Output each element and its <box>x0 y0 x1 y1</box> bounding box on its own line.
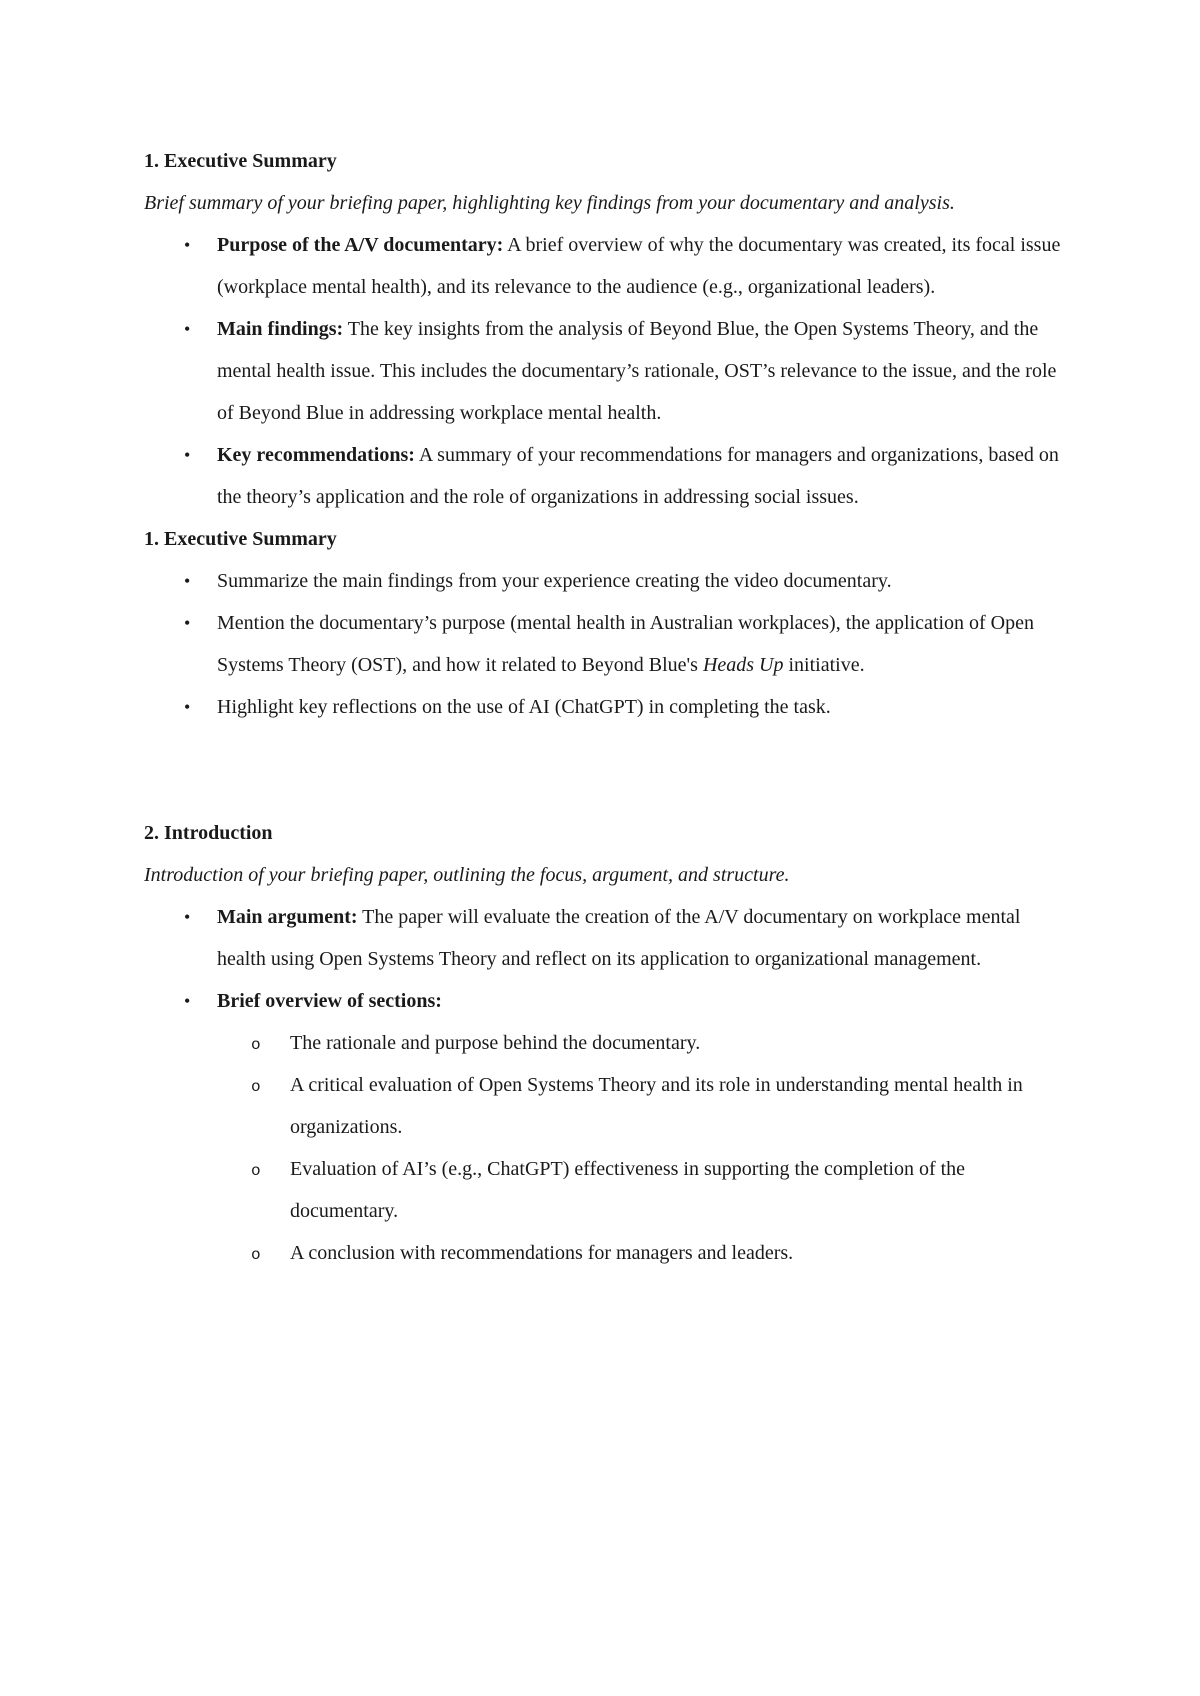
item-text: A brief overview of why the documentary was created, its focal issue (workplace mental health), and its relevance to the audience (e.g., organizational leaders). <box>217 234 1061 298</box>
list-item <box>144 602 1064 686</box>
sub-item-text: Evaluation of AI’s (e.g., ChatGPT) effectiveness in supporting the completion of the documentary. <box>290 1158 966 1222</box>
sub-item-text: A conclusion with recommendations for managers and leaders. <box>290 1242 794 1264</box>
item-text: Summarize the main findings from your experience creating the video documentary. <box>217 570 892 592</box>
circle-bullet-icon: o <box>251 1036 261 1054</box>
item-text: The key insights from the analysis of Beyond Blue, the Open Systems Theory, and the mental health issue. This includes the documentary’s rationale, OST’s relevance to the issue, and the role of Beyond Blue in addressing workplace mental health. <box>217 318 1057 424</box>
section-heading-introduction: 2. Introduction <box>144 822 273 844</box>
item-text: The paper will evaluate the creation of the A/V documentary on workplace mental health using Open Systems Theory and reflect on its application to organizational management. <box>217 906 1021 970</box>
list-item <box>144 308 1064 434</box>
list-item <box>144 980 1064 1274</box>
bullet-icon: • <box>184 697 191 717</box>
bullet-list <box>144 560 1064 728</box>
item-label: Key recommendations: <box>217 444 415 466</box>
list-item <box>144 434 1064 518</box>
sub-list <box>144 1022 1064 1274</box>
list-item <box>144 560 1064 602</box>
item-text: initiative. <box>783 654 865 676</box>
section-intro: Brief summary of your briefing paper, highlighting key findings from your documentary and analysis. <box>144 192 955 214</box>
bullet-icon: • <box>184 319 191 339</box>
bullet-icon: • <box>184 445 191 465</box>
item-text: A summary of your recommendations for managers and organizations, based on the theory’s application and the role of organizations in addressing social issues. <box>217 444 1059 508</box>
item-label: Purpose of the A/V documentary: <box>217 234 504 256</box>
section-heading-executive-summary: 1. Executive Summary <box>144 150 337 172</box>
circle-bullet-icon: o <box>251 1246 261 1264</box>
circle-bullet-icon: o <box>251 1162 261 1180</box>
bullet-icon: • <box>184 991 191 1011</box>
item-label: Main argument: <box>217 906 358 928</box>
item-label: Brief overview of sections: <box>217 990 442 1012</box>
bullet-icon: • <box>184 613 191 633</box>
bullet-icon: • <box>184 571 191 591</box>
section-heading-executive-summary-2: 1. Executive Summary <box>144 528 337 550</box>
sub-list-item <box>144 1232 1064 1274</box>
item-text: Highlight key reflections on the use of AI (ChatGPT) in completing the task. <box>217 696 831 718</box>
bullet-list <box>144 224 1064 518</box>
section-intro: Introduction of your briefing paper, outlining the focus, argument, and structure. <box>144 864 790 886</box>
sub-list-item <box>144 1148 1064 1232</box>
bullet-icon: • <box>184 907 191 927</box>
blank-lines <box>144 728 1064 812</box>
sub-list-item <box>144 1022 1064 1064</box>
sub-list-item <box>144 1064 1064 1148</box>
item-label: Main findings: <box>217 318 344 340</box>
item-italic-text: Heads Up <box>702 654 784 676</box>
list-item <box>144 896 1064 980</box>
list-item <box>144 686 1064 728</box>
bullet-icon: • <box>184 235 191 255</box>
document-page <box>144 140 1064 1274</box>
item-text: Mention the documentary’s purpose (mental health in Australian workplaces), the application of Open Systems Theory (OST), and how it related to Beyond Blue's <box>217 612 1034 676</box>
list-item <box>144 224 1064 308</box>
bullet-list <box>144 896 1064 1274</box>
sub-item-text: The rationale and purpose behind the documentary. <box>290 1032 701 1054</box>
circle-bullet-icon: o <box>251 1078 261 1096</box>
sub-item-text: A critical evaluation of Open Systems Theory and its role in understanding mental health in organizations. <box>290 1074 1023 1138</box>
